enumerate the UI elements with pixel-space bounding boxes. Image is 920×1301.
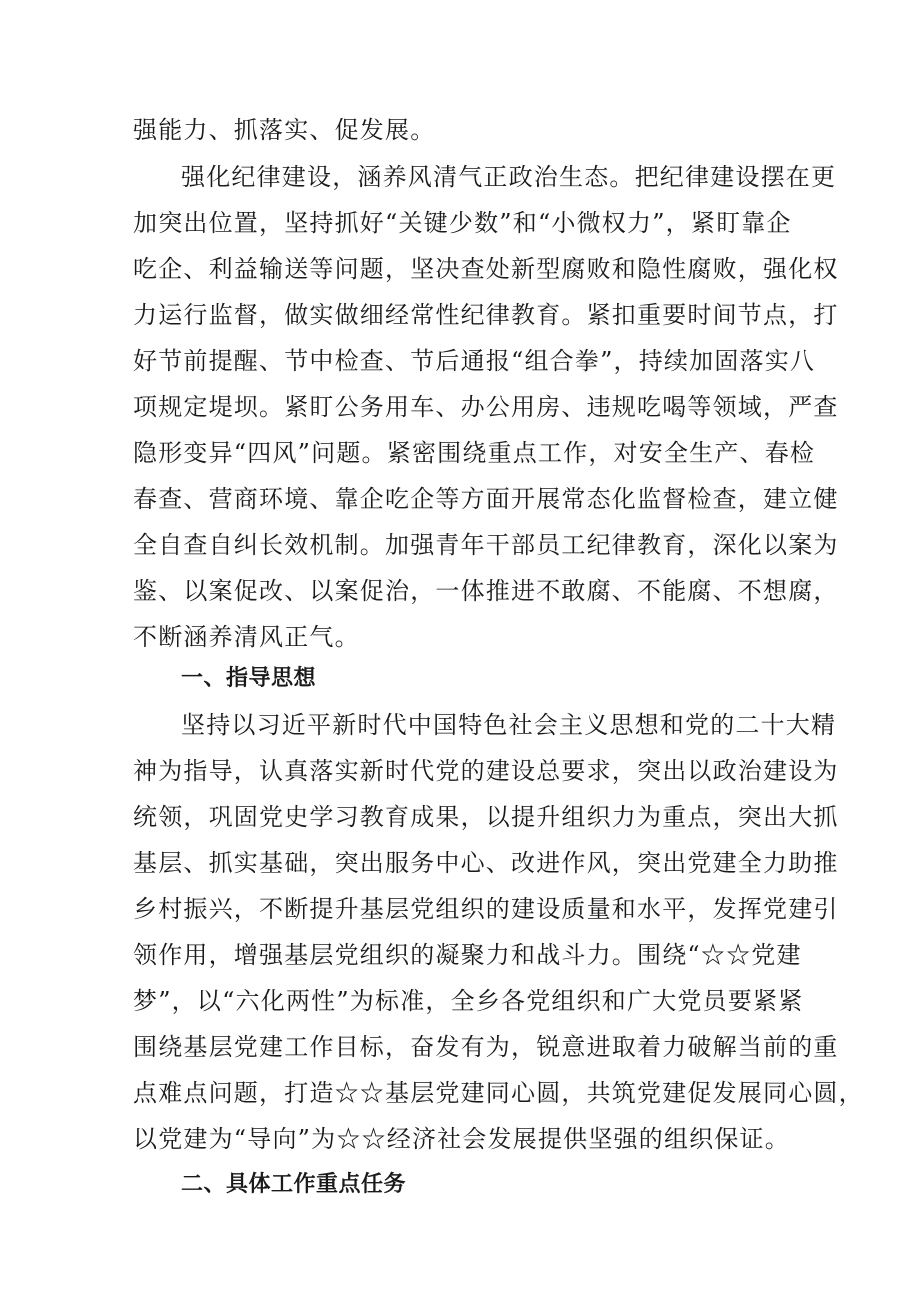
paragraph-line: 不断涵养清风正气。 <box>133 623 360 651</box>
section-heading-guiding-ideology: 一、指导思想 <box>181 666 317 691</box>
paragraph-line: 统领，巩固党史学习教育成果，以提升组织力为重点，突出大抓 <box>133 803 839 831</box>
paragraph-line: 春查、营商环境、靠企吃企等方面开展常态化监督检查，建立健 <box>133 485 839 513</box>
paragraph-line: 鉴、以案促改、以案促治，一体推进不敢腐、不能腐、不想腐， <box>133 577 839 605</box>
paragraph-line: 全自查自纠长效机制。加强青年干部员工纪律教育，深化以案为 <box>133 531 839 559</box>
paragraph-line: 围绕基层党建工作目标，奋发有为，锐意进取着力破解当前的重 <box>133 1033 839 1061</box>
paragraph-line: 梦”，以“六化两性”为标准，全乡各党组织和广大党员要紧紧 <box>133 987 804 1015</box>
paragraph-line: 好节前提醒、节中检查、节后通报“组合拳”，持续加固落实八 <box>133 347 816 375</box>
paragraph-line: 强化纪律建设，涵养风清气正政治生态。把纪律建设摆在更 <box>181 163 837 191</box>
paragraph-line: 领作用，增强基层党组织的凝聚力和战斗力。围绕“☆☆党建 <box>133 941 802 969</box>
paragraph-line: 吃企、利益输送等问题，坚决查处新型腐败和隐性腐败，强化权 <box>133 255 839 283</box>
paragraph-line: 项规定堤坝。紧盯公务用车、办公用房、违规吃喝等领域，严查 <box>133 393 839 421</box>
paragraph-line: 神为指导，认真落实新时代党的建设总要求，突出以政治建设为 <box>133 757 839 785</box>
section-heading-key-tasks: 二、具体工作重点任务 <box>181 1172 407 1197</box>
paragraph-line: 乡村振兴，不断提升基层党组织的建设质量和水平，发挥党建引 <box>133 895 839 923</box>
paragraph-line: 坚持以习近平新时代中国特色社会主义思想和党的二十大精 <box>181 711 837 739</box>
paragraph-line: 力运行监督，做实做细经常性纪律教育。紧扣重要时间节点，打 <box>133 301 839 329</box>
paragraph-line: 以党建为“导向”为☆☆经济社会发展提供坚强的组织保证。 <box>133 1125 790 1153</box>
paragraph-line: 基层、抓实基础，突出服务中心、改进作风，突出党建全力助推 <box>133 849 839 877</box>
paragraph-line: 加突出位置，坚持抓好“关键少数”和“小微权力”，紧盯靠企 <box>133 209 792 237</box>
paragraph-line: 点难点问题，打造☆☆基层党建同心圆，共筑党建促发展同心圆， <box>133 1079 864 1107</box>
opening-line: 强能力、抓落实、促发展。 <box>133 116 436 144</box>
paragraph-line: 隐形变异“四风”问题。紧密围绕重点工作，对安全生产、春检 <box>133 439 816 467</box>
